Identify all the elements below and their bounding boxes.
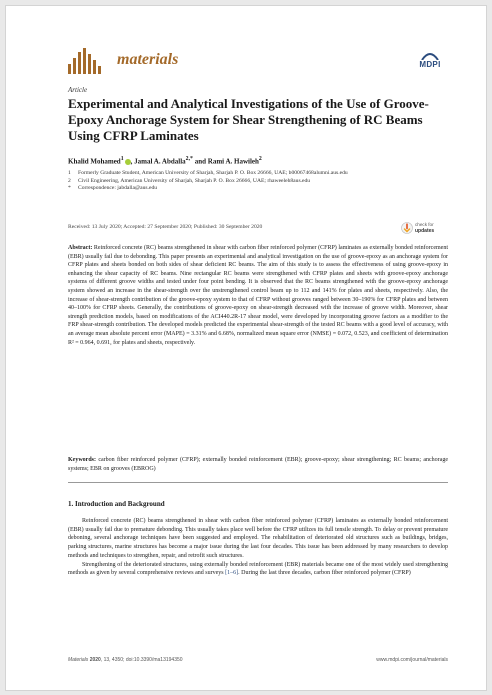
affiliation-number: 2 xyxy=(68,177,71,184)
author-affil-sup: 2,* xyxy=(185,156,193,162)
check-updates-text xyxy=(415,222,434,234)
author-separator: and xyxy=(192,157,208,166)
abstract-label: Abstract: xyxy=(68,245,93,251)
paragraph: Reinforced concrete (RC) beams strengthened in shear with carbon fiber reinforced polymer (CFRP) laminates as externally bonded reinforcement (EBR) usually fail due to premature debonding. This usually takes place well before the CFRP utilizes its full tensile strength. To delay or prevent premature deboning, several anchorage techniques have been suggested and employed. The rehabilitation of deteriorated old structures such as buildings, bridges, parking structures, marine structures has become a major issue during the last four decades. This issue has been addressed by many researchers to develop methods and techniques to strengthen, repair, and retrofit such structures. xyxy=(68,518,448,559)
materials-logo-icon xyxy=(68,46,112,74)
check-updates-line2: updates xyxy=(415,227,435,234)
correspondence-text: Correspondence: jabdalla@aus.edu xyxy=(78,185,158,191)
citation-link[interactable]: [1–6] xyxy=(225,570,239,577)
check-updates-line1: check for xyxy=(415,222,434,227)
citation-footer xyxy=(68,657,183,663)
check-for-updates-badge[interactable] xyxy=(401,216,441,240)
affiliation-item xyxy=(68,178,398,186)
author-list xyxy=(68,156,448,165)
author-affil-sup: 2 xyxy=(258,156,262,162)
article-type: Article xyxy=(68,86,88,94)
paragraph-text: . During the last three decades, carbon fiber reinforced polymer (CFRP) xyxy=(238,570,411,577)
affiliation-item xyxy=(68,185,398,193)
author-name[interactable]: Jamal A. Abdalla xyxy=(134,157,186,166)
keywords-text: carbon fiber reinforced polymer (CFRP); externally bonded reinforcement (EBR); groove-epoxy; shear strengthening; RC beams; anchorage systems; EBR on grooves (EBROG) xyxy=(68,457,448,472)
publisher-name: MDPI xyxy=(419,60,441,69)
section-heading: 1. Introduction and Background xyxy=(68,500,165,508)
affiliation-number: * xyxy=(68,185,71,191)
paragraph xyxy=(68,561,448,578)
author-name[interactable]: Rami A. Hawileh xyxy=(207,157,259,166)
author-name[interactable]: Khalid Mohamed xyxy=(68,157,121,166)
footer-journal: Materials xyxy=(68,657,89,663)
publication-dates: Received: 13 July 2020; Accepted: 27 September 2020; Published: 30 September 2020 xyxy=(68,224,263,230)
author-separator: , xyxy=(130,157,135,166)
page-footer xyxy=(68,657,448,663)
affiliation-text: Civil Engineering, American University of Sharjah, Sharjah P. O. Box 26666, UAE; rhaweeleh8aus.edu xyxy=(78,177,311,184)
article-page xyxy=(5,5,487,691)
paragraph-text: Strengthening of the deteriorated structures, using externally bonded reinforcement (EBR) materials became one of the most widely used strengthening methods as given by several comprehensive reviews and surveys xyxy=(68,561,448,577)
mdpi-arch-icon xyxy=(420,50,440,60)
article-title: Experimental and Analytical Investigations of the Use of Groove-Epoxy Anchorage System for Shear Strengthening of RC Beams Using CFRP Laminates xyxy=(68,96,429,143)
body-text xyxy=(68,517,448,578)
publisher-logo xyxy=(410,50,450,72)
abstract-text: Reinforced concrete (RC) beams strengthened in shear with carbon fiber reinforced polymer (CFRP) laminates as externally bonded reinforcement (EBR) usually fail due to debonding. This paper presents an experimental and analytical investigation on the use of groove-epoxy as an anchorage system for CFRP plates and sheets bonded on both sides of shear deficient RC beams. The aim of this study is to assess the effectiveness of using groove-epoxy in enhancing the shear capacity of RC beams. Nine rectangular RC beams were strengthened with CFRP plates and sheets with groove-epoxy anchorage systems of different groove widths and tested under four point bending. It is observed that the RC beams strengthened with the groove-epoxy anchorage system showed an increase in the shear-strength over the unstrengthened control beam up to 112 and 141% for plates and sheets, respectively. Also, the increase of shear-strength contribution of the groove-epoxy system to that of CFRP without grooves ranged between 30–190% for CFRP plates and between 40–100% for CFRP sheets. Generally, the contributions of groove-epoxy on shear-strength decreased with the increase of groove width. Moreover, shear strength prediction models, based on modifications of the ACI440.2R-17 shear model, were developed by incorporating groove factors as a modifier to the FRP shear-strength contribution. The developed models predicted the experimental shear-strength of the tested RC beams with a good level of accuracy, with an average mean absolute percent error (MAPE) = 3.31% and 6.68%, normalized mean square error (NMSE) = 0.072, 0.523, and coefficient of determination R² = 0.964, 0.691, for plates and sheets, respectively. xyxy=(68,245,449,346)
section-divider xyxy=(68,482,448,483)
affiliation-number: 1 xyxy=(68,170,71,176)
affiliations xyxy=(68,170,398,193)
footer-year: 2020 xyxy=(89,657,101,663)
journal-name: materials xyxy=(117,51,179,68)
footer-volume: , 13, 4350; doi:10.3390/ma13194350 xyxy=(100,657,183,663)
keywords xyxy=(68,456,448,473)
check-updates-icon xyxy=(401,222,413,234)
journal-logo xyxy=(68,46,178,74)
footer-url[interactable]: www.mdpi.com/journal/materials xyxy=(376,657,448,663)
affiliation-text: Formerly Graduate Student, American University of Sharjah, Sharjah P. O. Box 26666, UAE; b00067468alumni.aus.edu xyxy=(78,170,348,176)
keywords-label: Keywords: xyxy=(68,457,96,463)
affiliation-item xyxy=(68,170,398,178)
author-affil-sup: 1 xyxy=(120,156,124,162)
abstract xyxy=(68,244,448,347)
